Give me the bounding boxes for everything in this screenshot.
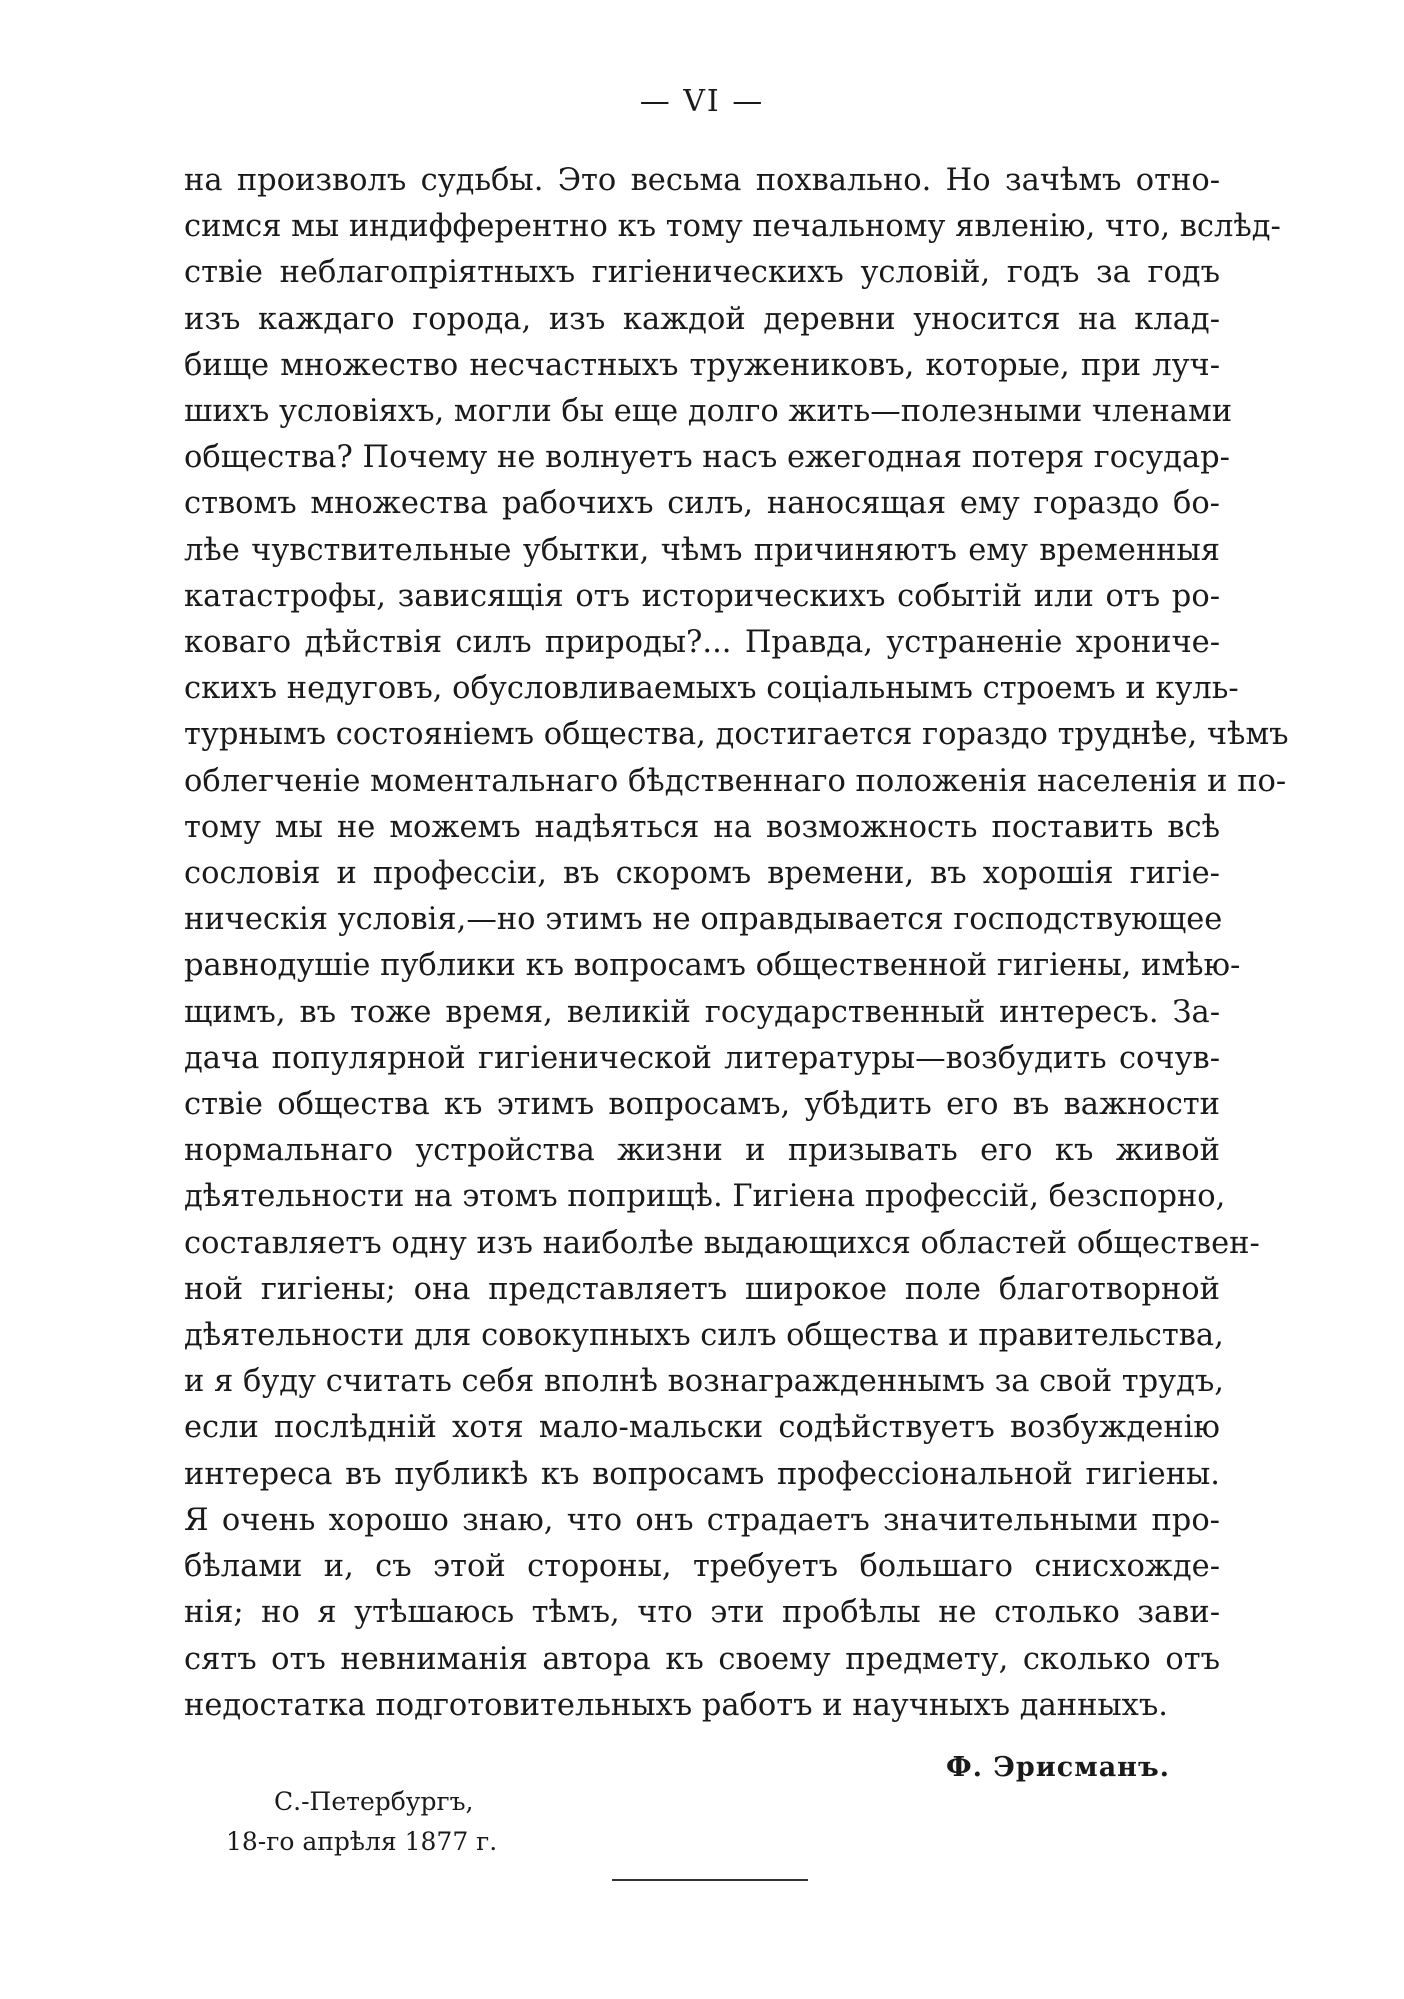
text-line: тому мы не можемъ надѣяться на возможность поставить всѣ xyxy=(184,809,1220,845)
text-line: облегченіе моментальнаго бѣдственнаго положенія населенія и по- xyxy=(184,763,1287,799)
text-line: нія; но я утѣшаюсь тѣмъ, что эти пробѣлы не столько зави- xyxy=(184,1595,1220,1631)
text-line: щимъ, въ тоже время, великій государственный интересъ. За- xyxy=(184,994,1220,1030)
text-line: бѣлами и, съ этой стороны, требуетъ большаго снисхожде- xyxy=(184,1549,1220,1585)
text-line: шихъ условіяхъ, могли бы еще долго жить—полезными членами xyxy=(184,394,1233,430)
text-line: коваго дѣйствія силъ природы?... Правда, устраненіе хрониче- xyxy=(184,625,1220,661)
text-line: равнодушіе публики къ вопросамъ общественной гигіены, имѣю- xyxy=(184,948,1241,984)
text-line: катастрофы, зависящія отъ историческихъ событій или отъ ро- xyxy=(184,578,1220,614)
page-number: — VI — xyxy=(639,84,765,119)
author-signature: Ф. Эрисманъ. xyxy=(946,1752,1171,1783)
text-line: сятъ отъ невниманія автора къ своему предмету, сколько отъ xyxy=(184,1641,1220,1677)
text-line: интереса въ публикѣ къ вопросамъ профессіональной гигіены. xyxy=(184,1456,1220,1492)
text-line: нормальнаго устройства жизни и призывать его къ живой xyxy=(184,1133,1220,1169)
text-line: сословія и профессіи, въ скоромъ времени, въ хорошія гигіе- xyxy=(184,856,1220,892)
text-line: ствіе общества къ этимъ вопросамъ, убѣдить его въ важности xyxy=(184,1087,1220,1123)
text-line: ствіе неблагопріятныхъ гигіеническихъ условій, годъ за годъ xyxy=(184,255,1220,291)
text-line: на произволъ судьбы. Это весьма похвально. Но зачѣмъ отно- xyxy=(184,163,1220,198)
text-line: дача популярной гигіенической литературы—возбудить сочув- xyxy=(184,1040,1220,1076)
place-line: С.-Петербургъ, xyxy=(274,1787,474,1816)
text-line: ной гигіены; она представляетъ широкое поле благотворной xyxy=(184,1271,1220,1307)
text-line: Я очень хорошо знаю, что онъ страдаетъ значительными про- xyxy=(184,1502,1220,1538)
text-line: изъ каждаго города, изъ каждой деревни уносится на клад- xyxy=(184,301,1220,337)
text-line: лѣе чувствительные убытки, чѣмъ причиняютъ ему временныя xyxy=(184,532,1220,568)
text-line: дѣятельности на этомъ поприщѣ. Гигіена профессій, безспорно, xyxy=(184,1179,1226,1215)
text-line: турнымъ состояніемъ общества, достигается гораздо труднѣе, чѣмъ xyxy=(184,717,1289,753)
text-line: недостатка подготовительныхъ работъ и научныхъ данныхъ. xyxy=(184,1687,1168,1723)
text-line: симся мы индифферентно къ тому печальному явленію, что, вслѣд- xyxy=(184,209,1281,245)
text-line: составляетъ одну изъ наиболѣе выдающихся областей обществен- xyxy=(184,1225,1260,1261)
text-line: если послѣдній хотя мало-мальски содѣйствуетъ возбужденію xyxy=(184,1410,1220,1446)
place-date xyxy=(226,1782,497,1862)
text-line: дѣятельности для совокупныхъ силъ общества и правительства, xyxy=(184,1318,1224,1354)
text-line: общества? Почему не волнуетъ насъ ежегодная потеря государ- xyxy=(184,440,1230,476)
date-line: 18-го апрѣля 1877 г. xyxy=(226,1827,498,1856)
text-line: ническія условія,—но этимъ не оправдывается господствующее xyxy=(184,902,1223,938)
text-line: и я буду считать себя вполнѣ вознагражденнымъ за свой трудъ, xyxy=(184,1364,1224,1400)
text-line: бище множество несчастныхъ тружениковъ, которые, при луч- xyxy=(184,347,1220,383)
closing-rule xyxy=(612,1879,808,1881)
text-line: скихъ недуговъ, обусловливаемыхъ соціальнымъ строемъ и куль- xyxy=(184,671,1239,707)
body-text xyxy=(184,158,1289,1729)
text-line: ствомъ множества рабочихъ силъ, наносящая ему гораздо бо- xyxy=(184,486,1220,522)
